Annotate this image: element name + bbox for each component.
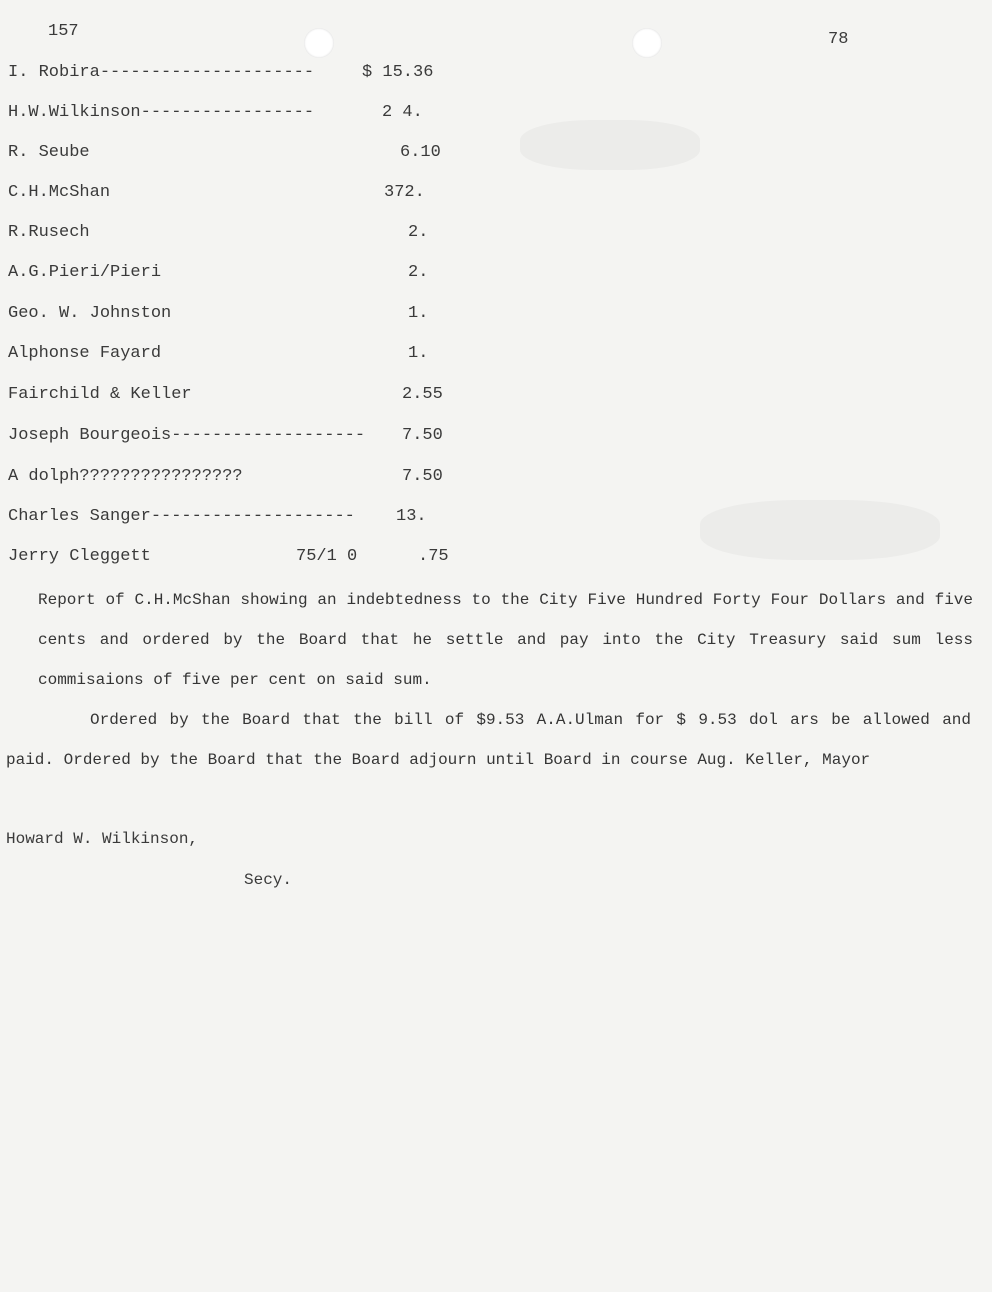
payee-name: C.H.McShan: [8, 183, 111, 202]
ledger-row: [0, 103, 992, 129]
ledger-row: [0, 263, 992, 289]
payee-name: I. Robira---------------------: [8, 63, 315, 82]
payee-name: Alphonse Fayard: [8, 344, 162, 363]
payment-amount: 2.55: [402, 385, 443, 404]
payment-amount: 2 4.: [382, 103, 423, 122]
order-paragraph: Ordered by the Board that the bill of $9.53 A.A.Ulman for $ 9.53 dol ars be allowed and paid. Ordered by the Board that the Board adjourn until Board in course Aug. Keller, Mayor: [6, 711, 971, 769]
payment-amount: 7.50: [402, 467, 443, 486]
ledger-row: [0, 426, 992, 452]
payee-name: A dolph????????????????: [8, 467, 243, 486]
secretary-name: Howard W. Wilkinson,: [6, 830, 199, 848]
payee-name: R. Seube: [8, 143, 90, 162]
payee-name: Geo. W. Johnston: [8, 304, 172, 323]
ledger-row: [0, 344, 992, 370]
ledger-row: [0, 507, 992, 533]
ledger-row: [0, 385, 992, 411]
payment-amount: 13.: [396, 507, 427, 526]
secretary-title: Secy.: [244, 871, 293, 889]
payment-amount: .75: [418, 547, 449, 566]
left-page-number: 157: [48, 22, 79, 41]
payment-amount: 1.: [408, 344, 429, 363]
payment-amount: 2.: [408, 263, 429, 282]
payment-amount: 372.: [384, 183, 425, 202]
report-paragraph: Report of C.H.McShan showing an indebtedness to the City Five Hundred Forty Four Dollars and five cents and ordered by the Board that he settle and pay into the City Treasury said sum less commisaions of five per cent on said sum.: [38, 591, 973, 689]
ledger-row: [0, 467, 992, 493]
payee-name: Jerry Cleggett: [8, 547, 151, 566]
payee-name: Charles Sanger--------------------: [8, 507, 355, 526]
ledger-row: [0, 63, 992, 89]
ledger-row: [0, 547, 992, 573]
payment-amount: 6.10: [400, 143, 441, 162]
payee-name: Joseph Bourgeois-------------------: [8, 426, 366, 445]
payment-amount: 7.50: [402, 426, 443, 445]
payee-name: A.G.Pieri/Pieri: [8, 263, 162, 282]
ledger-row: [0, 223, 992, 249]
ledger-row: [0, 304, 992, 330]
ledger-row: [0, 183, 992, 209]
punch-hole-right: [632, 28, 662, 58]
payee-name: R.Rusech: [8, 223, 90, 242]
payment-amount: 2.: [408, 223, 429, 242]
payment-amount: 1.: [408, 304, 429, 323]
payee-name: Fairchild & Keller: [8, 385, 192, 404]
right-page-number: 78: [828, 30, 849, 49]
payee-name: H.W.Wilkinson-----------------: [8, 103, 315, 122]
payment-note: 75/1 0: [296, 547, 358, 566]
punch-hole-left: [304, 28, 334, 58]
payment-amount: $ 15.36: [362, 63, 434, 82]
ledger-row: [0, 143, 992, 169]
